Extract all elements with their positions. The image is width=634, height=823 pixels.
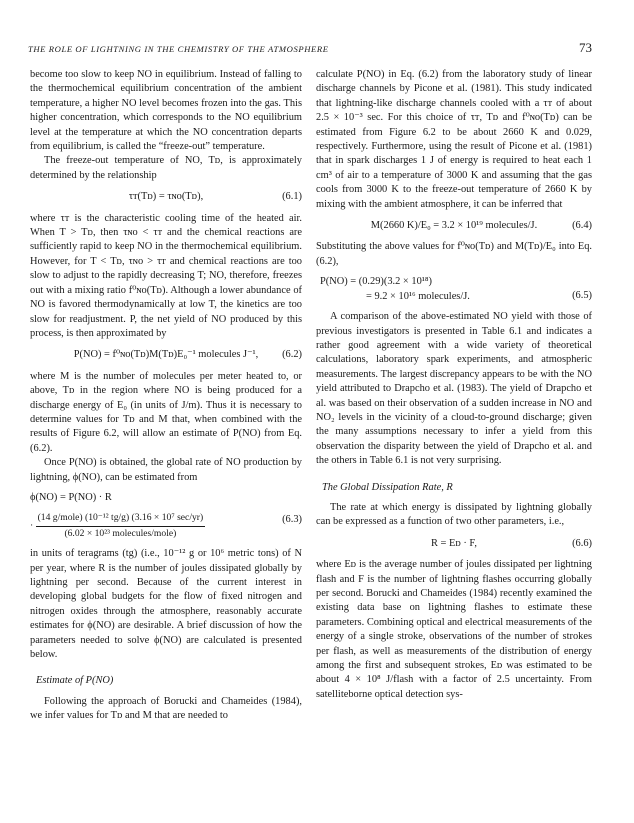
page-number: 73 (579, 40, 592, 55)
equation-number: (6.4) (572, 220, 592, 232)
right-column (316, 68, 592, 702)
equation-fraction (36, 511, 206, 541)
equation-6-1 (30, 190, 302, 204)
equation-line: = 9.2 × 10¹⁶ molecules/J. (366, 290, 470, 302)
equation-number: (6.1) (282, 191, 302, 203)
running-head: THE ROLE OF LIGHTNING IN THE CHEMISTRY OF THE ATMOSPHERE (28, 44, 329, 54)
equation-body: τᴛ(Tᴅ) = τɴᴏ(Tᴅ), (128, 191, 204, 203)
section-heading: Estimate of P(NO) (36, 675, 114, 687)
paragraph: where τᴛ is the characteristic cooling time of the heated air. When T > Tᴅ, then τɴᴏ < τᴛ and the chemical reactions are sufficiently rapid to keep NO in the thermochemical equilibrium. However, for T < Tᴅ, τɴᴏ > τᴛ and chemical reactions are too slow to adjust to the rapidly decreasing T; NO, therefore, freezes out with a mixing ratio f⁰ɴᴏ(Tᴅ). Although a lower abundance of NO is favored thermodynamically at low T, the kinetics are too slow for readjustment. P, the net yield of NO produced by this process, is then approximated by (30, 212, 302, 339)
section-heading: The Global Dissipation Rate, R (322, 481, 453, 493)
paragraph: in units of teragrams (tg) (i.e., 10⁻¹² g or 10⁶ metric tons) of N per year, where R is the number of joules dissipated globally by lightning per second. Because of the current interest in developing global budgets for the flow of fixed nitrogen and nitrogen oxides through the atmosphere, reasonably accurate estimates for ϕ(NO) are desirable. A brief discussion of how the parameters needed to solve ϕ(NO) are calculated is presented below. (30, 548, 302, 661)
paragraph: The rate at which energy is dissipated by lightning globally can be expressed as a function of two other parameters, i.e., (316, 501, 592, 528)
equation-line: P(NO) = (0.29)(3.2 × 10¹⁸) (320, 276, 432, 288)
equation-6-5 (316, 275, 592, 304)
fraction-denominator: (6.02 × 10²³ molecules/mole) (64, 527, 177, 539)
paragraph: become too slow to keep NO in equilibrium. Instead of falling to the thermochemical equilibrium concentration of the ambient temperature, a higher NO level becomes frozen into the gas. This higher concentration, which corresponds to the NO equilibrium level at the temperature at which the NO concentration departs from equilibrium, is called the “freeze-out” temperature. (30, 69, 302, 153)
equation-number: (6.3) (282, 513, 302, 525)
left-column (30, 68, 302, 724)
equation-6-6 (316, 537, 592, 551)
equation-6-3 (30, 491, 302, 541)
paragraph: where Eᴅ is the average number of joules dissipated per lightning flash and F is the number of lightning flashes occurring globally per second. Borucki and Chameides (1984) recently examined the existing data base on lightning flashes to estimate these parameters. Combining optical and electrical measurements of the energy of a single stroke, observations of the number of strokes per flash, as well as measurements of the distribution of energy among the first and subsequent strokes, Eᴅ was estimated to be about 4 × 10⁸ J/flash with a factor of 2.5 uncertainty. From satelliteborne optical detection sys- (316, 559, 592, 700)
equation-line: ϕ(NO) = P(NO) · R (30, 491, 112, 503)
equation-number: (6.5) (572, 290, 592, 302)
equation-body: M(2660 K)/E₀ = 3.2 × 10¹⁹ molecules/J. (370, 220, 538, 232)
paragraph: A comparison of the above-estimated NO yield with those of previous investigators is presented in Table 6.1 and indicates a rather good agreement with a wide variety of theoretical calculations, laboratory spark experiments, and atmospheric measurements. The largest discrepancy appears to be with the NO yield attributed to Drapcho et al. (1983). The yield of Drapcho et al. was based on their observation of a sudden increase in NO and NO₂ levels in the vicinity of a cloud-to-ground discharge; given the many assumptions necessary to infer a yield from this observation the disparity between the yield of Drapcho et al. and the others in Table 6.1 is not very surprising. (316, 311, 592, 467)
equation-number: (6.6) (572, 537, 592, 549)
paragraph: Substituting the above values for f⁰ɴᴏ(Tᴅ) and M(Tᴅ)/E₀ into Eq. (6.2), (316, 241, 592, 267)
equation-fraction-row: · $\frac{\text{(14 g/mole) (10⁻¹² tg/g) (3.16 × 10⁷ sec/yr)}}{\text{(6.02 × 10²³ molecules/mole)}}$ (30, 511, 302, 541)
equation-6-4 (316, 219, 592, 233)
fraction-numerator: (14 g/mole) (10⁻¹² tg/g) (3.16 × 10⁷ sec/yr) (36, 511, 206, 526)
equation-body: P(NO) = f⁰ɴᴏ(Tᴅ)M(Tᴅ)E₀⁻¹ molecules J⁻¹, (73, 349, 259, 361)
equation-6-2 (30, 348, 302, 362)
paragraph: The freeze-out temperature of NO, Tᴅ, is approximately determined by the relationship (30, 155, 302, 181)
paragraph: Following the approach of Borucki and Chameides (1984), we infer values for Tᴅ and M that are needed to (30, 695, 302, 722)
paragraph: where M is the number of molecules per meter heated to, or above, Tᴅ in the region where NO is being produced for a discharge energy of E₀ (in units of J/m). Thus it is necessary to determine values for Tᴅ and M that, when combined with the results of Figure 6.2, will allow an estimate of P(NO) from Eq. (6.2). (30, 370, 302, 454)
paragraph: Once P(NO) is obtained, the global rate of NO production by lightning, ϕ(NO), can be estimated from (30, 457, 302, 483)
running-header (28, 40, 592, 58)
equation-number: (6.2) (282, 349, 302, 361)
paragraph: calculate P(NO) in Eq. (6.2) from the laboratory study of linear discharge channels by Picone et al. (1981). This study indicated that lightning-like discharge channels cooled with a τᴛ of about 2.5 × 10⁻³ sec. For this choice of τᴛ, Tᴅ and f⁰ɴᴏ(Tᴅ) can be estimated from Figure 6.2 to be about 2660 K and 0.029, respectively. Furthermore, using the result of Picone et al. (1981) that in spark discharges 1 J of energy is required to heat each 1 cm³ of air to a temperature of 3000 K and assuming that the gas cools from 3000 K to the freeze-out temperature of 2660 K by mixing with the ambient atmosphere, it can be inferred that (316, 69, 592, 210)
equation-body: R = Eᴅ · F, (431, 537, 477, 549)
